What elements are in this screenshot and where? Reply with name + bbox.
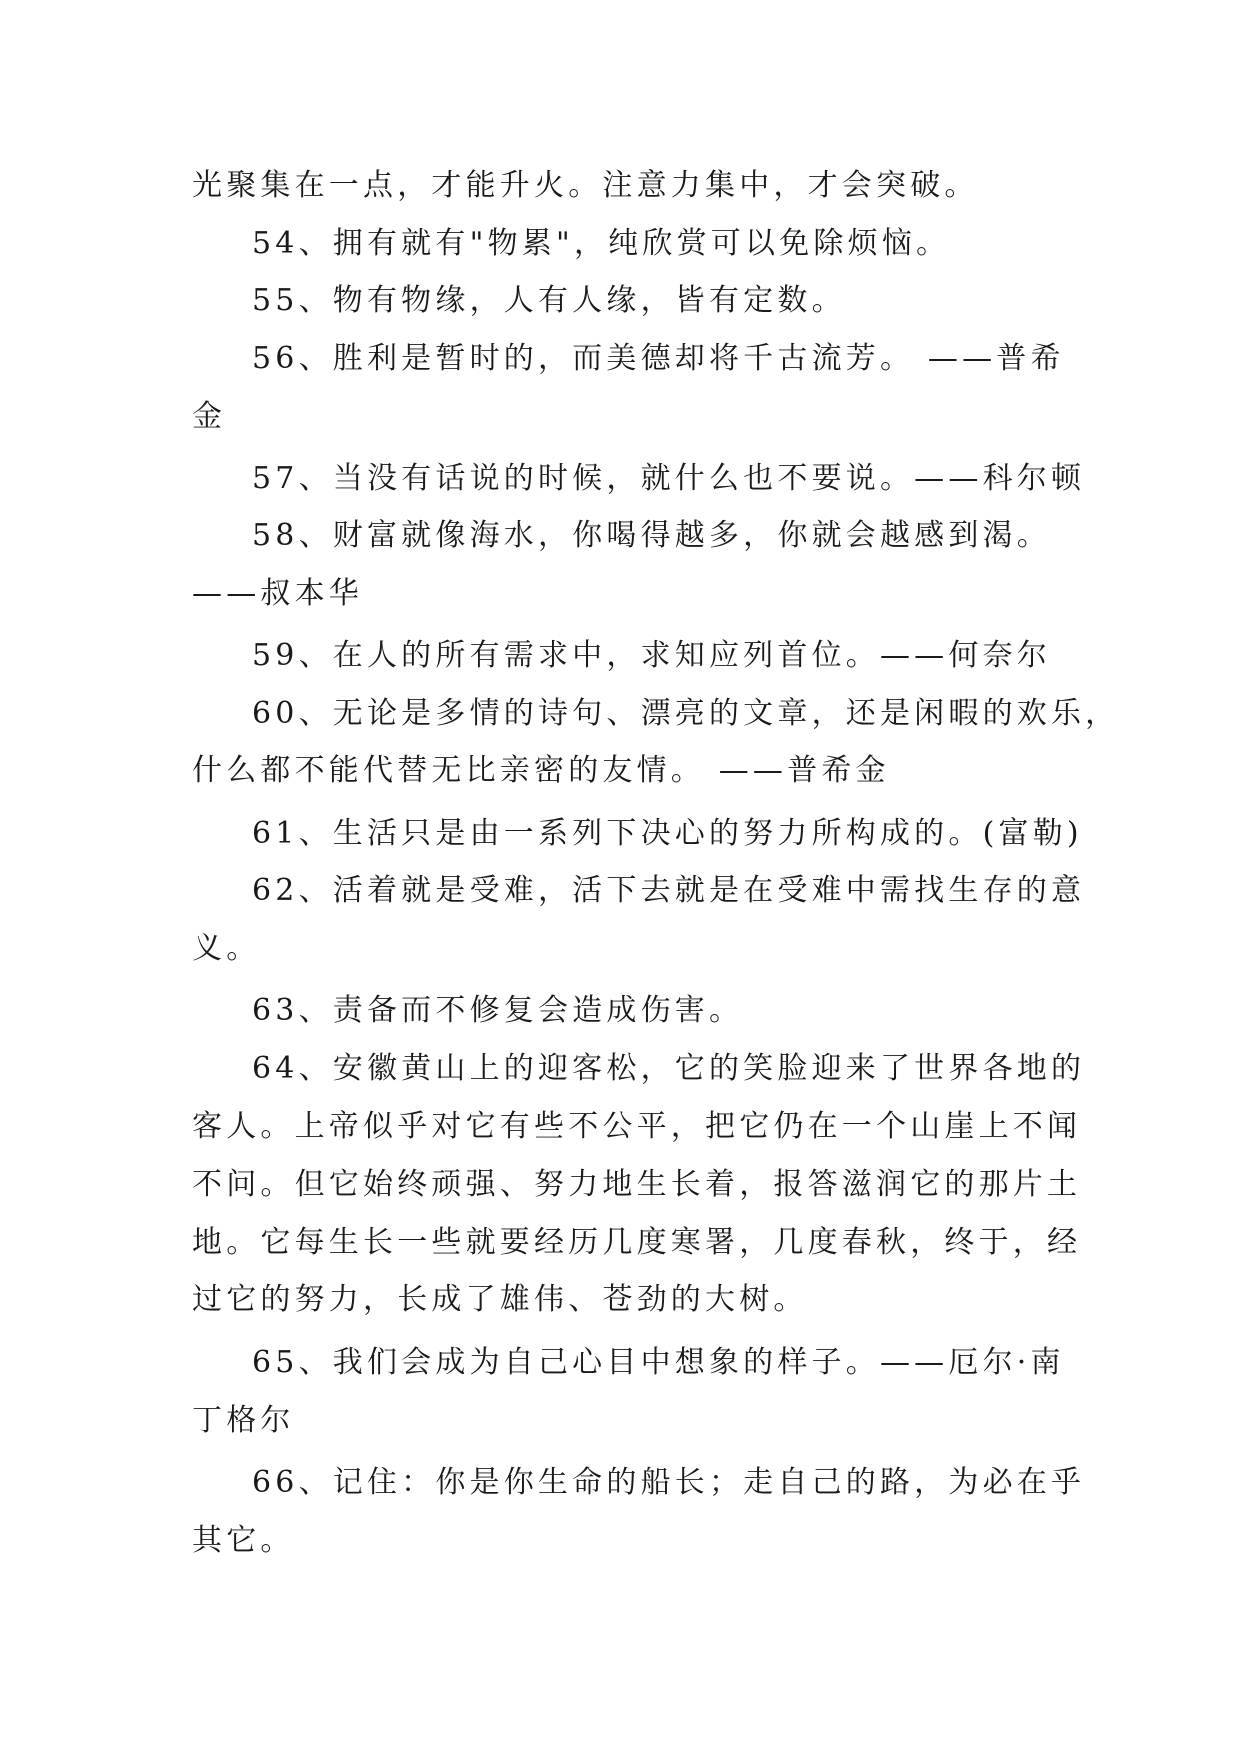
quote-55: 55、物有物缘，人有人缘，皆有定数。 [252, 283, 846, 318]
quote-58: 58、财富就像海水，你喝得越多，你就会越感到渴。 [252, 518, 1051, 553]
text-line: 光聚集在一点，才能升火。注意力集中，才会突破。 [192, 168, 979, 203]
text-line: 什么都不能代替无比亲密的友情。 ——普希金 [192, 753, 890, 788]
text-line: 客人。上帝似乎对它有些不公平，把它仍在一个山崖上不闻 [192, 1109, 1082, 1144]
text-line: 金 [192, 399, 227, 434]
quote-65: 65、我们会成为自己心目中想象的样子。——厄尔·南 [252, 1345, 1065, 1380]
text-line: 不问。但它始终顽强、努力地生长着，报答滋润它的那片土 [192, 1167, 1082, 1202]
text-line: 义。 [192, 931, 261, 966]
quote-61: 61、生活只是由一系列下决心的努力所构成的。(富勒) [252, 816, 1083, 851]
quote-56: 56、胜利是暂时的，而美德却将千古流芳。 ——普希 [252, 341, 1065, 376]
quote-66: 66、记住：你是你生命的船长；走自己的路，为必在乎 [252, 1465, 1086, 1500]
quote-60: 60、无论是多情的诗句、漂亮的文章，还是闲暇的欢乐， [252, 696, 1120, 731]
quote-54: 54、拥有就有"物累"，纯欣赏可以免除烦恼。 [252, 226, 951, 261]
text-line: 丁格尔 [192, 1403, 295, 1438]
text-line: 过它的努力，长成了雄伟、苍劲的大树。 [192, 1282, 808, 1317]
quote-59: 59、在人的所有需求中，求知应列首位。——何奈尔 [252, 638, 1051, 673]
quote-63: 63、责备而不修复会造成伤害。 [252, 993, 744, 1028]
quote-62: 62、活着就是受难，活下去就是在受难中需找生存的意 [252, 873, 1086, 908]
text-line: ——叔本华 [192, 576, 363, 611]
quote-57: 57、当没有话说的时候，就什么也不要说。——科尔顿 [252, 461, 1086, 496]
text-line: 其它。 [192, 1523, 295, 1558]
quote-64: 64、安徽黄山上的迎客松，它的笑脸迎来了世界各地的 [252, 1051, 1086, 1086]
text-line: 地。它每生长一些就要经历几度寒署，几度春秋，终于，经 [192, 1225, 1082, 1260]
